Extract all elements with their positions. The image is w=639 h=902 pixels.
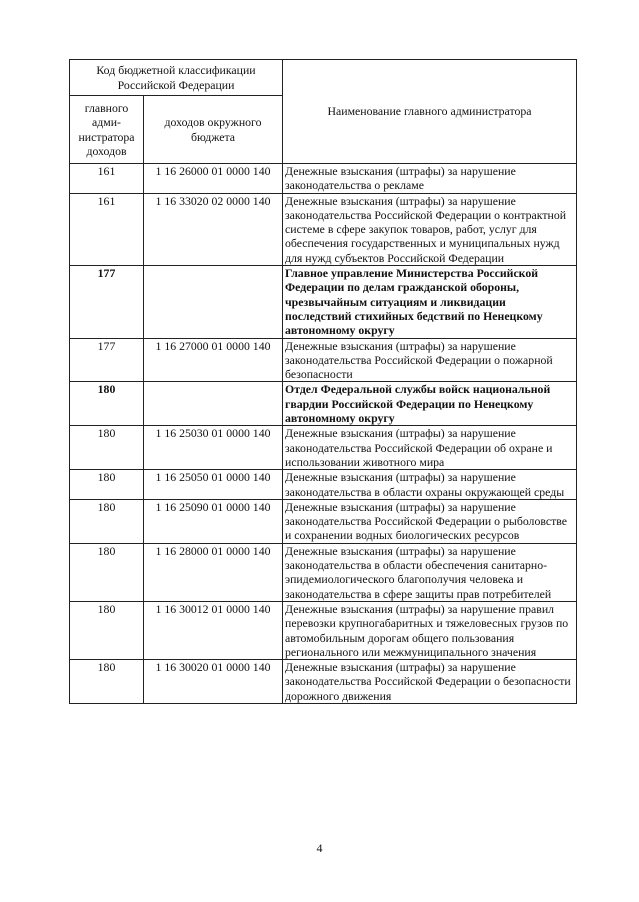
table-row	[70, 426, 577, 470]
admin-name-cell: Денежные взыскания (штрафы) за нарушение законодательства в области обеспечения санитарно-эпидемиологического благополучия человека и законодательства в сфере защиты прав потребителей	[283, 543, 577, 601]
admin-code-cell: 177	[70, 266, 144, 338]
admin-name-cell: Отдел Федеральной службы войск национальной гвардии Российской Федерации по Ненецкому автономному округу	[283, 382, 577, 426]
admin-name-cell: Денежные взыскания (штрафы) за нарушение законодательства Российской Федерации об охране и использовании животного мира	[283, 426, 577, 470]
admin-code-cell: 161	[70, 193, 144, 265]
income-code-cell: 1 16 33020 02 0000 140	[144, 193, 283, 265]
income-code-cell: 1 16 28000 01 0000 140	[144, 543, 283, 601]
admin-name-cell: Денежные взыскания (штрафы) за нарушение законодательства Российской Федерации о пожарной безопасности	[283, 338, 577, 382]
budget-classification-table	[69, 59, 577, 704]
table-row	[70, 499, 577, 543]
admin-name-cell: Денежные взыскания (штрафы) за нарушение законодательства о рекламе	[283, 164, 577, 194]
header-group-title: Код бюджетной классификации Российской Федерации	[70, 60, 283, 96]
income-code-cell: 1 16 25030 01 0000 140	[144, 426, 283, 470]
income-code-cell: 1 16 27000 01 0000 140	[144, 338, 283, 382]
admin-name-cell: Денежные взыскания (штрафы) за нарушение законодательства Российской Федерации о рыболовстве и сохранении водных биологических ресурсов	[283, 499, 577, 543]
admin-code-cell: 177	[70, 338, 144, 382]
income-code-cell: 1 16 30020 01 0000 140	[144, 660, 283, 704]
table-row	[70, 266, 577, 338]
admin-code-cell: 180	[70, 543, 144, 601]
admin-name-cell: Денежные взыскания (штрафы) за нарушение правил перевозки крупногабаритных и тяжеловесных грузов по автомобильным дорогам общего пользования регионального или межмуниципального значения	[283, 601, 577, 659]
table-row	[70, 601, 577, 659]
income-code-cell: 1 16 30012 01 0000 140	[144, 601, 283, 659]
table-row	[70, 164, 577, 194]
income-code-cell: 1 16 26000 01 0000 140	[144, 164, 283, 194]
admin-name-cell: Денежные взыскания (штрафы) за нарушение законодательства в области охраны окружающей среды	[283, 470, 577, 500]
table-row	[70, 382, 577, 426]
admin-code-cell: 180	[70, 499, 144, 543]
income-code-cell: 1 16 25050 01 0000 140	[144, 470, 283, 500]
table-row	[70, 193, 577, 265]
header-income-code: доходов окружного бюджета	[144, 96, 283, 164]
income-code-cell: 1 16 25090 01 0000 140	[144, 499, 283, 543]
admin-name-cell: Денежные взыскания (штрафы) за нарушение законодательства Российской Федерации о безопасности дорожного движения	[283, 660, 577, 704]
admin-code-cell: 180	[70, 601, 144, 659]
header-admin-name: Наименование главного администратора	[283, 60, 577, 164]
page-number: 4	[316, 841, 323, 855]
table-row	[70, 338, 577, 382]
header-admin-code: главного адми-нистратора доходов	[70, 96, 144, 164]
admin-code-cell: 180	[70, 382, 144, 426]
income-code-cell	[144, 382, 283, 426]
admin-code-cell: 180	[70, 660, 144, 704]
admin-name-cell: Главное управление Министерства Российской Федерации по делам гражданской обороны, чрезвычайным ситуациям и ликвидации последствий стихийных бедствий по Ненецкому автономному округу	[283, 266, 577, 338]
table-row	[70, 470, 577, 500]
admin-code-cell: 180	[70, 426, 144, 470]
admin-name-cell: Денежные взыскания (штрафы) за нарушение законодательства Российской Федерации о контрактной системе в сфере закупок товаров, работ, услуг для обеспечения государственных и муниципальных нужд для нужд субъектов Российской Федерации	[283, 193, 577, 265]
admin-code-cell: 161	[70, 164, 144, 194]
income-code-cell	[144, 266, 283, 338]
table-row	[70, 543, 577, 601]
table-row	[70, 660, 577, 704]
admin-code-cell: 180	[70, 470, 144, 500]
